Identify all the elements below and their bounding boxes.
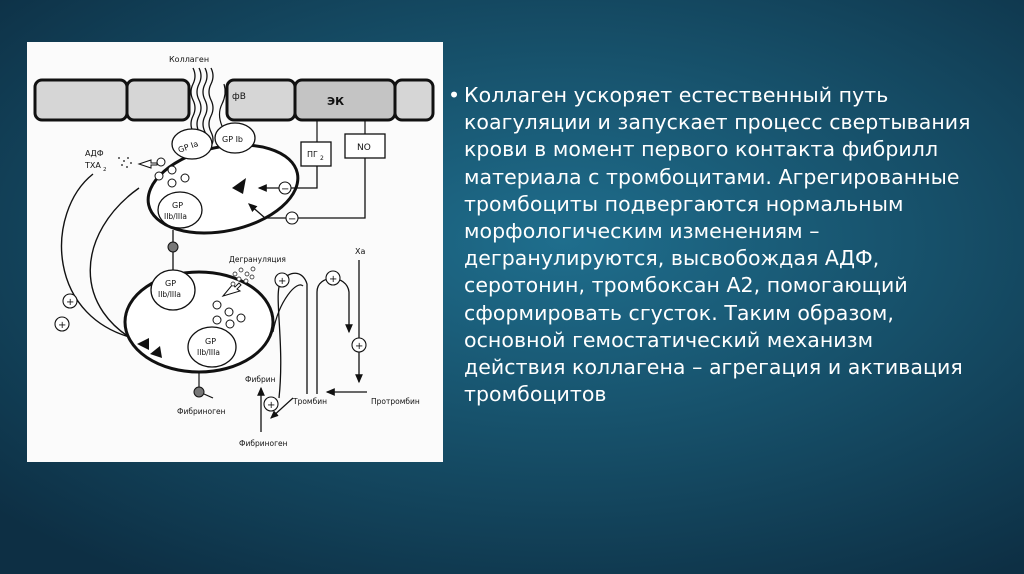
plus-sign-left-1: + — [66, 297, 75, 308]
thrombin-loop — [317, 279, 349, 395]
fibrinogen-left-label: Фибриноген — [177, 407, 226, 416]
thrombin-feedback-path — [278, 273, 307, 398]
fibrinogen-bottom-label: Фибриноген — [239, 439, 288, 448]
pgi2-subscript: 2 — [320, 155, 324, 162]
plus-sign-left-2: + — [58, 320, 67, 331]
slide-bullet — [448, 82, 978, 408]
released-dots-top — [118, 157, 132, 168]
vwf-label: фВ — [232, 92, 246, 102]
release-arrow-top — [139, 160, 157, 168]
minus-sign-1: − — [281, 184, 290, 195]
plus-sign-loop: + — [329, 274, 338, 285]
bullet-paragraph: Коллаген ускоряет естественный путь коагуляции и запускает процесс свертывания крови в момент первого контакта фибрилл материала с тромбоцитами. Агрегированные тромбоциты подвергаются нормальным морфологическим изменениям – дегранулируются, высвобождая АДФ, серотонин, тромбоксан А2, помогающий сформировать сгусток. Таким образом, основной гемостатический механизм действия коллагена – агрегация и активация тромбоцитов — [464, 83, 971, 407]
platelet-bottom — [125, 270, 273, 372]
diagram-panel — [27, 42, 443, 462]
plus-sign-mid: + — [278, 276, 287, 287]
fibrinogen-left-dot — [194, 387, 204, 397]
no-label: NO — [357, 143, 371, 153]
endothelial-cell — [395, 80, 433, 120]
bullet-marker: • — [448, 83, 461, 107]
vwf-fiber — [220, 84, 226, 126]
gp-iib-iiia-receptor-2 — [188, 327, 236, 367]
fibrin-label: Фибрин — [245, 375, 276, 384]
fibrinogen-bridge-dot — [168, 242, 178, 252]
iib-iiia-label: IIb/IIIa — [164, 212, 187, 221]
txa2-subscript: 2 — [103, 167, 107, 173]
iib-iiia-label-3: IIb/IIIa — [197, 348, 220, 357]
gp-iib-iiia-receptor-top — [158, 192, 202, 228]
plus-sign-fibrin: + — [267, 400, 276, 411]
ek-label: ЭК — [327, 95, 345, 108]
adp-label: АДФ — [85, 149, 104, 158]
collagen-label: Коллаген — [169, 55, 210, 64]
fibrinogen-left-tick — [204, 394, 213, 398]
platelet-activation-arrow — [273, 285, 303, 332]
gp-ib-label: GP Ib — [222, 135, 244, 144]
endothelial-cell — [35, 80, 127, 120]
endothelial-cell-ek — [295, 80, 395, 120]
xa-label: Ха — [355, 247, 366, 256]
gp-label-3: GP — [205, 337, 217, 346]
thrombin-label: Тромбин — [293, 397, 327, 406]
endothelial-cell — [127, 80, 189, 120]
minus-sign-2: − — [288, 214, 297, 225]
gp-ia-label: GP Ia — [176, 139, 200, 155]
prothrombin-label: Протромбин — [371, 397, 420, 406]
iib-iiia-label-2: IIb/IIIa — [158, 290, 181, 299]
gp-label-2: GP — [165, 279, 177, 288]
platelet-coagulation-diagram — [27, 42, 443, 462]
plus-sign-xa: + — [355, 341, 364, 352]
degranulation-label: Дегрануляция — [229, 255, 286, 264]
pgi2-label: ПГ — [307, 150, 318, 159]
gp-label: GP — [172, 201, 184, 210]
txa2-label: ТХА — [85, 161, 101, 170]
